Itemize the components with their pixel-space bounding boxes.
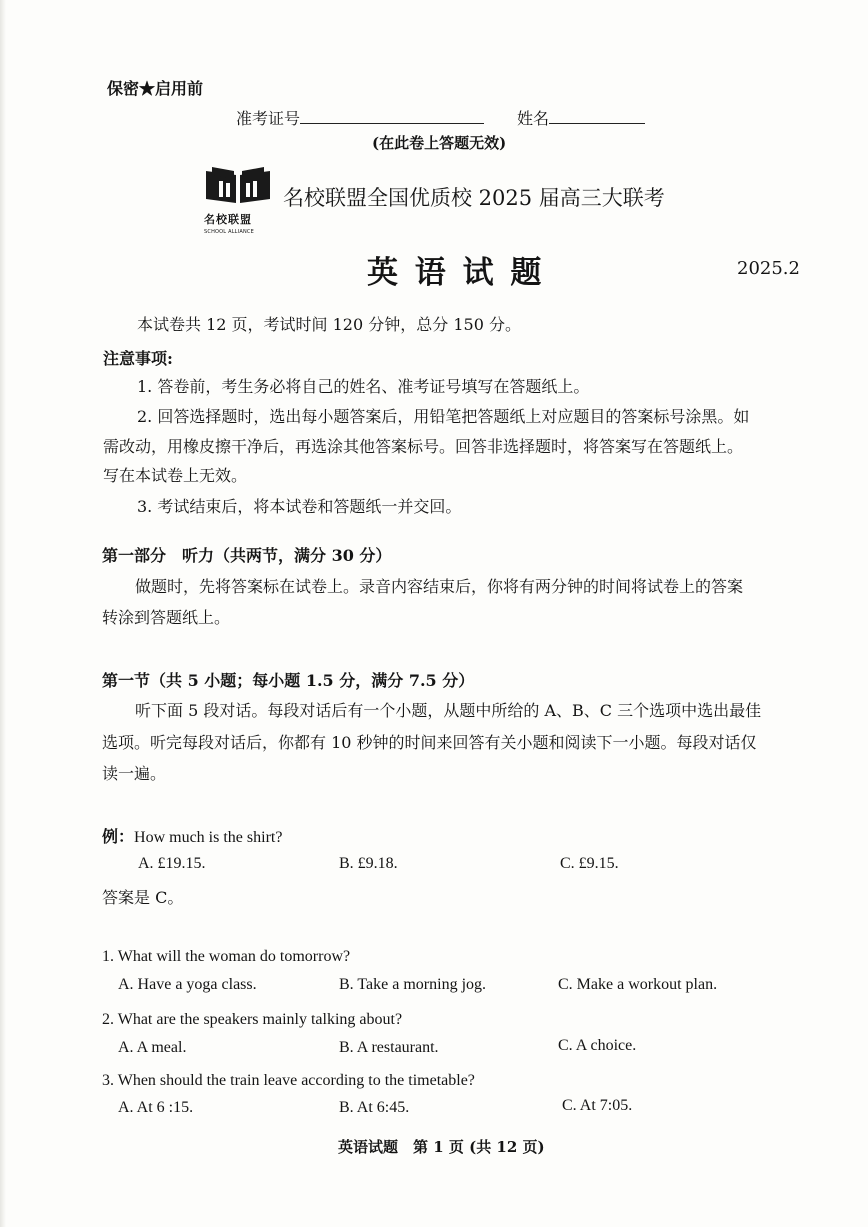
- note-item: 1. 答卷前，考生务必将自己的姓名、准考证号填写在答题纸上。: [137, 377, 590, 396]
- question-option-b: B. At 6:45.: [339, 1099, 410, 1116]
- exam-date: 2025.2: [737, 258, 800, 279]
- exam-title: 名校联盟全国优质校 2025 届高三大联考: [283, 186, 665, 210]
- example-option-b: B. £9.18.: [339, 855, 398, 872]
- part1-heading: 第一部分 听力（共两节，满分 30 分）: [102, 546, 392, 565]
- question-option-c: C. At 7:05.: [562, 1097, 633, 1114]
- example-answer: 答案是 C。: [102, 888, 184, 907]
- school-alliance-logo: [204, 165, 272, 237]
- logo-name: 名校联盟: [204, 213, 252, 226]
- part1-desc-line: 做题时，先将答案标在试卷上。录音内容结束后，你将有两分钟的时间将试卷上的答案: [135, 577, 744, 596]
- question-option-b: B. Take a morning jog.: [339, 976, 487, 993]
- confidential-label: 保密★启用前: [107, 79, 204, 98]
- intro-text: 本试卷共 12 页，考试时间 120 分钟，总分 150 分。: [137, 315, 521, 334]
- question-option-c: C. Make a workout plan.: [558, 976, 718, 993]
- example-question: [102, 824, 282, 847]
- name-row: [517, 106, 645, 129]
- part1-desc-line: 转涂到答题纸上。: [102, 608, 231, 627]
- name-label: 姓名: [517, 109, 550, 128]
- invalid-note: (在此卷上答题无效): [372, 134, 507, 152]
- subject-title: 英 语 试 题: [367, 255, 545, 291]
- question-text: 2. What are the speakers mainly talking about?: [102, 1011, 403, 1028]
- question-option-a: A. At 6 :15.: [118, 1099, 194, 1116]
- section1-desc-line: 选项。听完每段对话后，你都有 10 秒钟的时间来回答有关小题和阅读下一小题。每段对话仅: [102, 733, 757, 752]
- example-question-text: How much is the shirt?: [134, 829, 283, 846]
- question-option-c: C. A choice.: [558, 1037, 637, 1054]
- note-item: 3. 考试结束后，将本试卷和答题纸一并交回。: [137, 497, 462, 516]
- question-text: 1. What will the woman do tomorrow?: [102, 948, 351, 965]
- note-item: 写在本试卷上无效。: [103, 466, 248, 485]
- section1-desc-line: 听下面 5 段对话。每段对话后有一个小题，从题中所给的 A、B、C 三个选项中选出最佳: [135, 701, 762, 720]
- book-logo-icon: [204, 165, 272, 205]
- exam-id-row: [236, 106, 484, 129]
- question-text: 3. When should the train leave according to the timetable?: [102, 1072, 475, 1089]
- scan-edge-shadow: [0, 0, 6, 1227]
- section1-desc-line: 读一遍。: [102, 764, 167, 783]
- note-item: 2. 回答选择题时，选出每小题答案后，用铅笔把答题纸上对应题目的答案标号涂黑。如: [137, 407, 750, 426]
- exam-id-label: 准考证号: [236, 109, 301, 128]
- example-option-c: C. £9.15.: [560, 855, 619, 872]
- exam-id-blank[interactable]: [300, 109, 484, 124]
- question-option-b: B. A restaurant.: [339, 1039, 439, 1056]
- question-option-a: A. Have a yoga class.: [118, 976, 257, 993]
- example-option-a: A. £19.15.: [138, 855, 206, 872]
- page-footer: 英语试题 第 1 页 (共 12 页): [338, 1138, 545, 1156]
- section1-heading: 第一节（共 5 小题；每小题 1.5 分，满分 7.5 分）: [102, 671, 475, 690]
- example-label: 例：: [102, 827, 135, 846]
- name-blank[interactable]: [549, 109, 645, 124]
- notes-heading: 注意事项:: [103, 349, 173, 368]
- note-item: 需改动，用橡皮擦干净后，再选涂其他答案标号。回答非选择题时，将答案写在答题纸上。: [103, 437, 744, 456]
- logo-subtitle: SCHOOL ALLIANCE: [204, 229, 254, 235]
- question-option-a: A. A meal.: [118, 1039, 187, 1056]
